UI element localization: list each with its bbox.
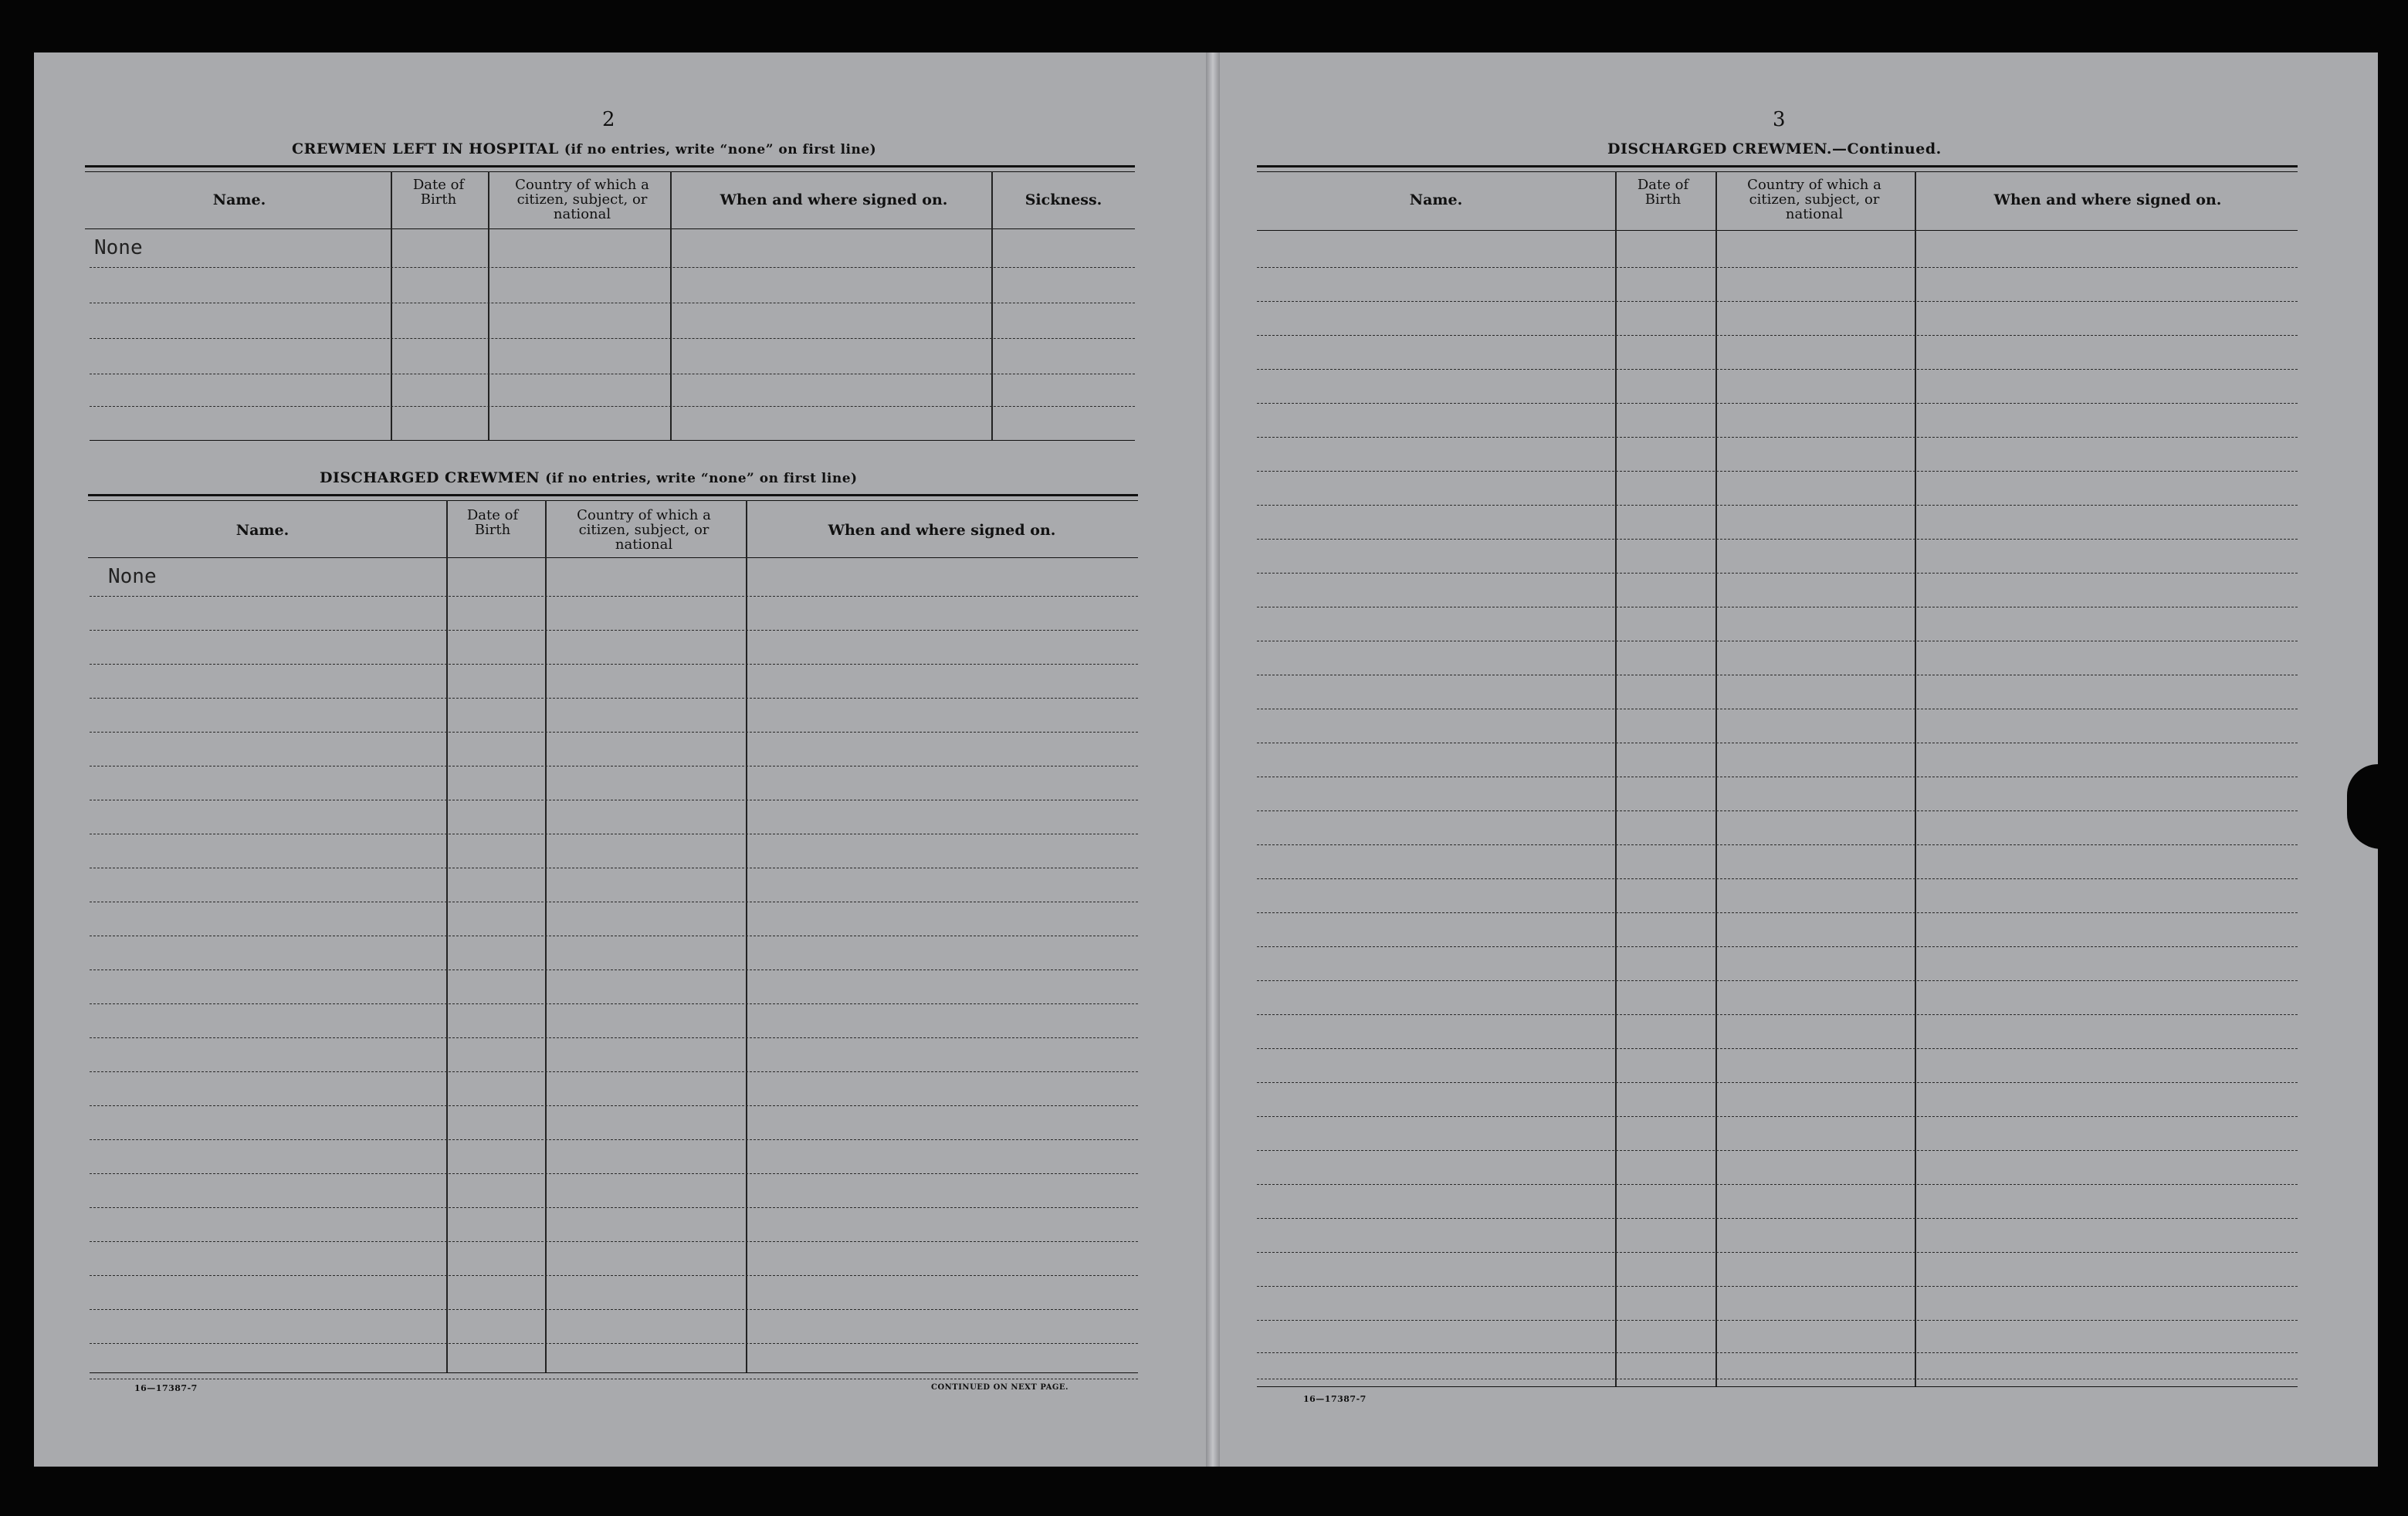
right-line xyxy=(1257,1286,2298,1287)
discharged-col-name: Name. xyxy=(235,522,290,539)
right-line xyxy=(1257,437,2298,438)
hospital-col-sickness: Sickness. xyxy=(1025,191,1102,208)
right-line xyxy=(1257,573,2298,574)
discharged-line xyxy=(90,1003,1138,1004)
right-line xyxy=(1257,1218,2298,1219)
discharged-entry: None xyxy=(108,565,157,588)
discharged-line xyxy=(90,1071,1138,1072)
right-page-title: DISCHARGED CREWMEN.—Continued. xyxy=(1607,140,1942,157)
discharged-line xyxy=(90,1105,1138,1106)
right-line xyxy=(1257,471,2298,472)
hospital-line xyxy=(90,267,1135,268)
discharged-line xyxy=(90,969,1138,970)
discharged-line xyxy=(90,1309,1138,1310)
hospital-title-text: CREWMEN LEFT IN HOSPITAL xyxy=(292,140,559,157)
right-line xyxy=(1257,1014,2298,1015)
left-page xyxy=(34,52,1207,1467)
right-line xyxy=(1257,301,2298,302)
right-col-dob: Date of Birth xyxy=(1637,177,1689,208)
hospital-top-rule-2 xyxy=(85,171,1135,172)
right-line xyxy=(1257,878,2298,879)
discharged-line xyxy=(90,1275,1138,1276)
right-line xyxy=(1257,810,2298,811)
right-line xyxy=(1257,1184,2298,1185)
hospital-vline-3 xyxy=(670,171,672,440)
hospital-line xyxy=(90,406,1135,407)
right-line xyxy=(1257,844,2298,845)
form-number-left: 16—17387-7 xyxy=(134,1383,198,1393)
hospital-vline-2 xyxy=(488,171,489,440)
discharged-line xyxy=(90,1139,1138,1140)
right-vline-2 xyxy=(1715,171,1717,1386)
hospital-instruction: (if no entries, write “none” on first line) xyxy=(564,142,877,157)
right-col-name: Name. xyxy=(1409,191,1463,208)
right-line xyxy=(1257,1048,2298,1049)
hospital-col-signed-on: When and where signed on. xyxy=(720,191,948,208)
discharged-section-title xyxy=(320,469,858,486)
page-number-left: 2 xyxy=(602,108,615,131)
hospital-vline-4 xyxy=(991,171,993,440)
discharged-line xyxy=(90,1207,1138,1208)
page-spine xyxy=(1206,52,1220,1467)
discharged-bottom-rule xyxy=(90,1372,1138,1373)
right-line xyxy=(1257,1150,2298,1151)
right-col-country: Country of which a citizen, subject, or national xyxy=(1747,177,1881,222)
hospital-section-title xyxy=(292,140,876,157)
right-line xyxy=(1257,946,2298,947)
discharged-top-rule xyxy=(88,494,1138,496)
discharged-line xyxy=(90,1173,1138,1174)
discharged-line xyxy=(90,698,1138,699)
right-line xyxy=(1257,369,2298,370)
hospital-entry: None xyxy=(94,236,143,259)
discharged-line xyxy=(90,596,1138,597)
right-line xyxy=(1257,1320,2298,1321)
discharged-title-text: DISCHARGED CREWMEN xyxy=(320,469,540,486)
right-line xyxy=(1257,1352,2298,1353)
hospital-col-dob: Date of Birth xyxy=(412,177,465,208)
hospital-top-rule xyxy=(85,165,1135,168)
right-line xyxy=(1257,1082,2298,1083)
discharged-header-rule xyxy=(88,557,1138,558)
discharged-line xyxy=(90,664,1138,665)
right-line xyxy=(1257,267,2298,268)
discharged-top-rule-2 xyxy=(88,500,1138,501)
discharged-line xyxy=(90,1037,1138,1038)
discharged-col-signed-on: When and where signed on. xyxy=(828,522,1056,539)
right-top-rule-2 xyxy=(1257,171,2298,172)
right-header-rule xyxy=(1257,230,2298,231)
continued-note: CONTINUED ON NEXT PAGE. xyxy=(931,1383,1069,1392)
right-line xyxy=(1257,1252,2298,1253)
page-number-right: 3 xyxy=(1773,108,1786,131)
hospital-vline-1 xyxy=(391,171,392,440)
discharged-instruction: (if no entries, write “none” on first line) xyxy=(545,471,858,486)
right-line xyxy=(1257,403,2298,404)
hospital-line xyxy=(90,338,1135,339)
right-line xyxy=(1257,912,2298,913)
right-top-rule xyxy=(1257,165,2298,168)
right-line xyxy=(1257,335,2298,336)
hospital-bottom-rule xyxy=(90,440,1135,441)
hospital-col-name: Name. xyxy=(212,191,266,208)
right-vline-1 xyxy=(1615,171,1617,1386)
right-bottom-rule xyxy=(1257,1386,2298,1387)
form-number-right: 16—17387-7 xyxy=(1303,1394,1367,1404)
discharged-line xyxy=(90,1343,1138,1344)
right-line xyxy=(1257,980,2298,981)
discharged-line xyxy=(90,732,1138,733)
discharged-line xyxy=(90,630,1138,631)
right-vline-3 xyxy=(1915,171,1916,1386)
hospital-header-rule xyxy=(85,228,1135,229)
discharged-line xyxy=(90,1241,1138,1242)
hospital-col-country: Country of which a citizen, subject, or national xyxy=(515,177,649,222)
right-line xyxy=(1257,1116,2298,1117)
discharged-col-country: Country of which a citizen, subject, or national xyxy=(577,507,711,553)
discharged-col-dob: Date of Birth xyxy=(466,507,519,538)
right-col-signed-on: When and where signed on. xyxy=(1993,191,2222,208)
right-line xyxy=(1257,505,2298,506)
right-line xyxy=(1257,539,2298,540)
right-page xyxy=(1218,52,2378,1467)
